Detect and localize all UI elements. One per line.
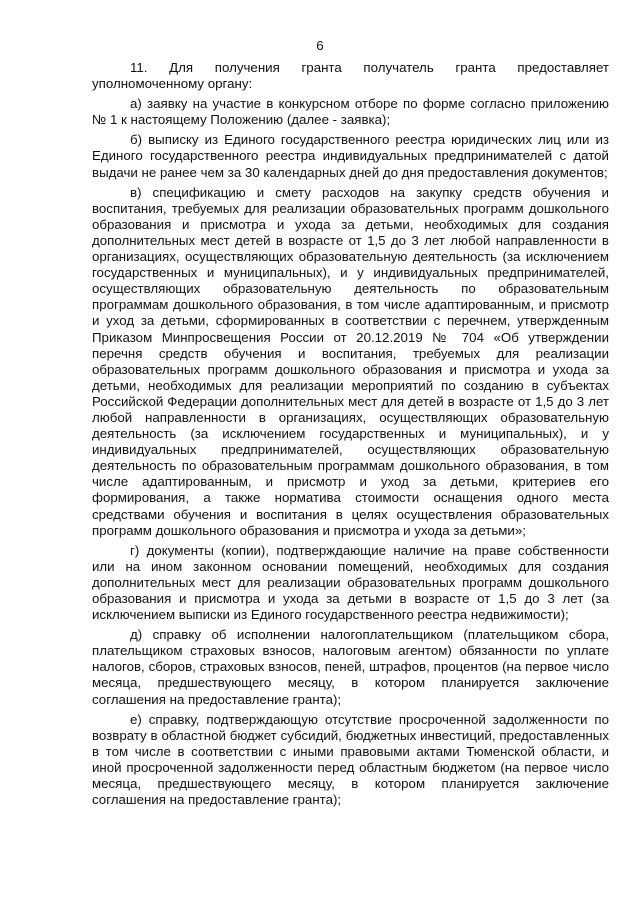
paragraph-11: 11. Для получения гранта получатель гранта предоставляет уполномоченному органу:: [92, 60, 609, 92]
paragraph-b: б) выписку из Единого государственного реестра юридических лиц или из Единого государственного реестра индивидуальных предпринимателей с датой выдачи не ранее чем за 30 календарных дней до дня предоставления документов;: [92, 132, 609, 180]
page-number: 6: [316, 38, 324, 53]
paragraph-v: в) спецификацию и смету расходов на закупку средств обучения и воспитания, требуемых для реализации образовательных программ дошкольного образования и присмотра и ухода за детьми, необходимых для создания дополнительных мест детей в возрасте от 1,5 до 3 лет любой направленности в организациях, осуществляющих образовательную деятельность (за исключением государственных и муниципальных), и у индивидуальных предпринимателей, осуществляющих образовательную деятельность по образовательным программам дошкольного образования, в том числе адаптированным, и присмотр и уход за детьми, сформированных в соответствии с перечнем, утвержденным Приказом Минпросвещения России от 20.12.2019 № 704 «Об утверждении перечня средств обучения и воспитания, требуемых для реализации образовательных программ дошкольного образования и присмотра и ухода за детьми, необходимых для реализации мероприятий по созданию в субъектах Российской Федерации дополнительных мест для детей в возрасте от 1,5 до 3 лет любой направленности в организациях, осуществляющих образовательную деятельность (за исключением государственных и муниципальных), и у индивидуальных предпринимателей, осуществляющих образовательную деятельность по образовательным программам дошкольного образования, в том числе адаптированным, и присмотр и уход за детьми, критериев его формирования, а также норматива стоимости оснащения одного места средствами обучения и воспитания в целях осуществления образовательных программ дошкольного образования и присмотра и ухода за детьми»;: [92, 184, 609, 538]
paragraph-d: д) справку об исполнении налогоплательщиком (плательщиком сбора, плательщиком страховых взносов, налоговым агентом) обязанности по уплате налогов, сборов, страховых взносов, пеней, штрафов, процентов (на первое число месяца, предшествующего месяцу, в котором планируется заключение соглашения на предоставление гранта);: [92, 627, 609, 707]
paragraph-a: а) заявку на участие в конкурсном отборе по форме согласно приложению № 1 к настоящему Положению (далее - заявка);: [92, 96, 609, 128]
document-body: [92, 60, 609, 812]
paragraph-g: г) документы (копии), подтверждающие наличие на праве собственности или на ином законном основании помещений, необходимых для создания дополнительных мест для реализации образовательных программ дошкольного образования и присмотра и ухода за детьми в возрасте от 1,5 до 3 лет (за исключением выписки из Единого государственного реестра недвижимости);: [92, 542, 609, 623]
paragraph-e: е) справку, подтверждающую отсутствие просроченной задолженности по возврату в областной бюджет субсидий, бюджетных инвестиций, предоставленных в том числе в соответствии с иными правовыми актами Тюменской области, и иной просроченной задолженности перед областным бюджетом (на первое число месяца, предшествующего месяцу, в котором планируется заключение соглашения на предоставление гранта);: [92, 711, 609, 808]
